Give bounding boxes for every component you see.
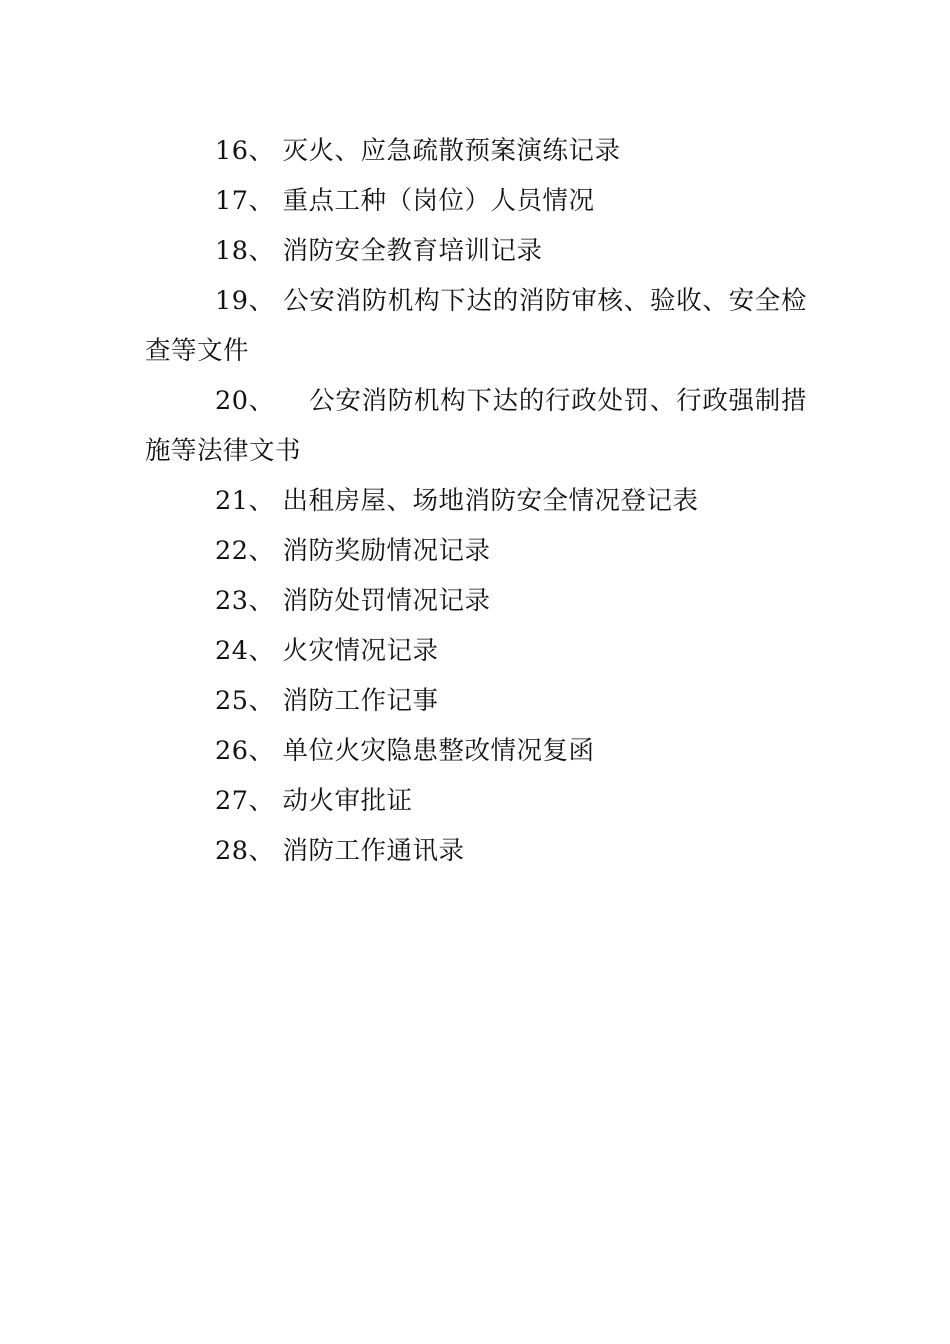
item-text: 灭火、应急疏散预案演练记录: [282, 136, 621, 166]
item-text: 动火审批证: [282, 786, 413, 816]
item-text: 出租房屋、场地消防安全情况登记表: [282, 486, 699, 516]
item-number: 21: [215, 486, 249, 516]
item-separator: 、: [248, 386, 275, 416]
item-number: 24: [215, 636, 249, 666]
list-item: [145, 726, 807, 776]
item-separator: 、: [248, 536, 275, 566]
item-number: 18: [215, 236, 249, 266]
item-number: 19: [215, 286, 249, 316]
list-item: [145, 176, 807, 226]
item-separator: 、: [248, 286, 275, 316]
item-separator: 、: [248, 686, 275, 716]
item-separator: 、: [248, 836, 275, 866]
item-separator: 、: [248, 486, 275, 516]
list-item: [145, 526, 807, 576]
item-text: 消防工作通讯录: [282, 836, 465, 866]
item-separator: 、: [248, 736, 275, 766]
item-text: 重点工种（岗位）人员情况: [282, 186, 595, 216]
list-item: [145, 226, 807, 276]
list-item: [145, 126, 807, 176]
item-text: 火灾情况记录: [282, 636, 439, 666]
item-number: 22: [215, 536, 249, 566]
list-item: [145, 476, 807, 526]
item-text: 单位火灾隐患整改情况复函: [282, 736, 595, 766]
item-number: 26: [215, 736, 249, 766]
item-number: 27: [215, 786, 249, 816]
item-number: 23: [215, 586, 249, 616]
item-separator: 、: [248, 236, 275, 266]
list-item: [145, 626, 807, 676]
list-item: [145, 376, 807, 476]
item-number: 28: [215, 836, 249, 866]
item-separator: 、: [248, 136, 275, 166]
item-text: 消防安全教育培训记录: [282, 236, 543, 266]
item-text: 公安消防机构下达的消防审核、验收、安全检查等文件: [145, 286, 807, 366]
item-separator: 、: [248, 636, 275, 666]
item-text: 公安消防机构下达的行政处罚、行政强制措施等法律文书: [145, 386, 807, 466]
item-separator: 、: [248, 586, 275, 616]
item-number: 16: [215, 136, 249, 166]
list-item: [145, 276, 807, 376]
list-item: [145, 826, 807, 876]
item-number: 25: [215, 686, 249, 716]
item-number: 17: [215, 186, 249, 216]
file-list: [145, 126, 807, 876]
item-number: 20: [215, 386, 249, 416]
item-text: 消防处罚情况记录: [282, 586, 491, 616]
list-item: [145, 676, 807, 726]
item-separator: 、: [248, 186, 275, 216]
item-text: 消防工作记事: [282, 686, 439, 716]
list-item: [145, 776, 807, 826]
item-text: 消防奖励情况记录: [282, 536, 491, 566]
item-separator: 、: [248, 786, 275, 816]
list-item: [145, 576, 807, 626]
